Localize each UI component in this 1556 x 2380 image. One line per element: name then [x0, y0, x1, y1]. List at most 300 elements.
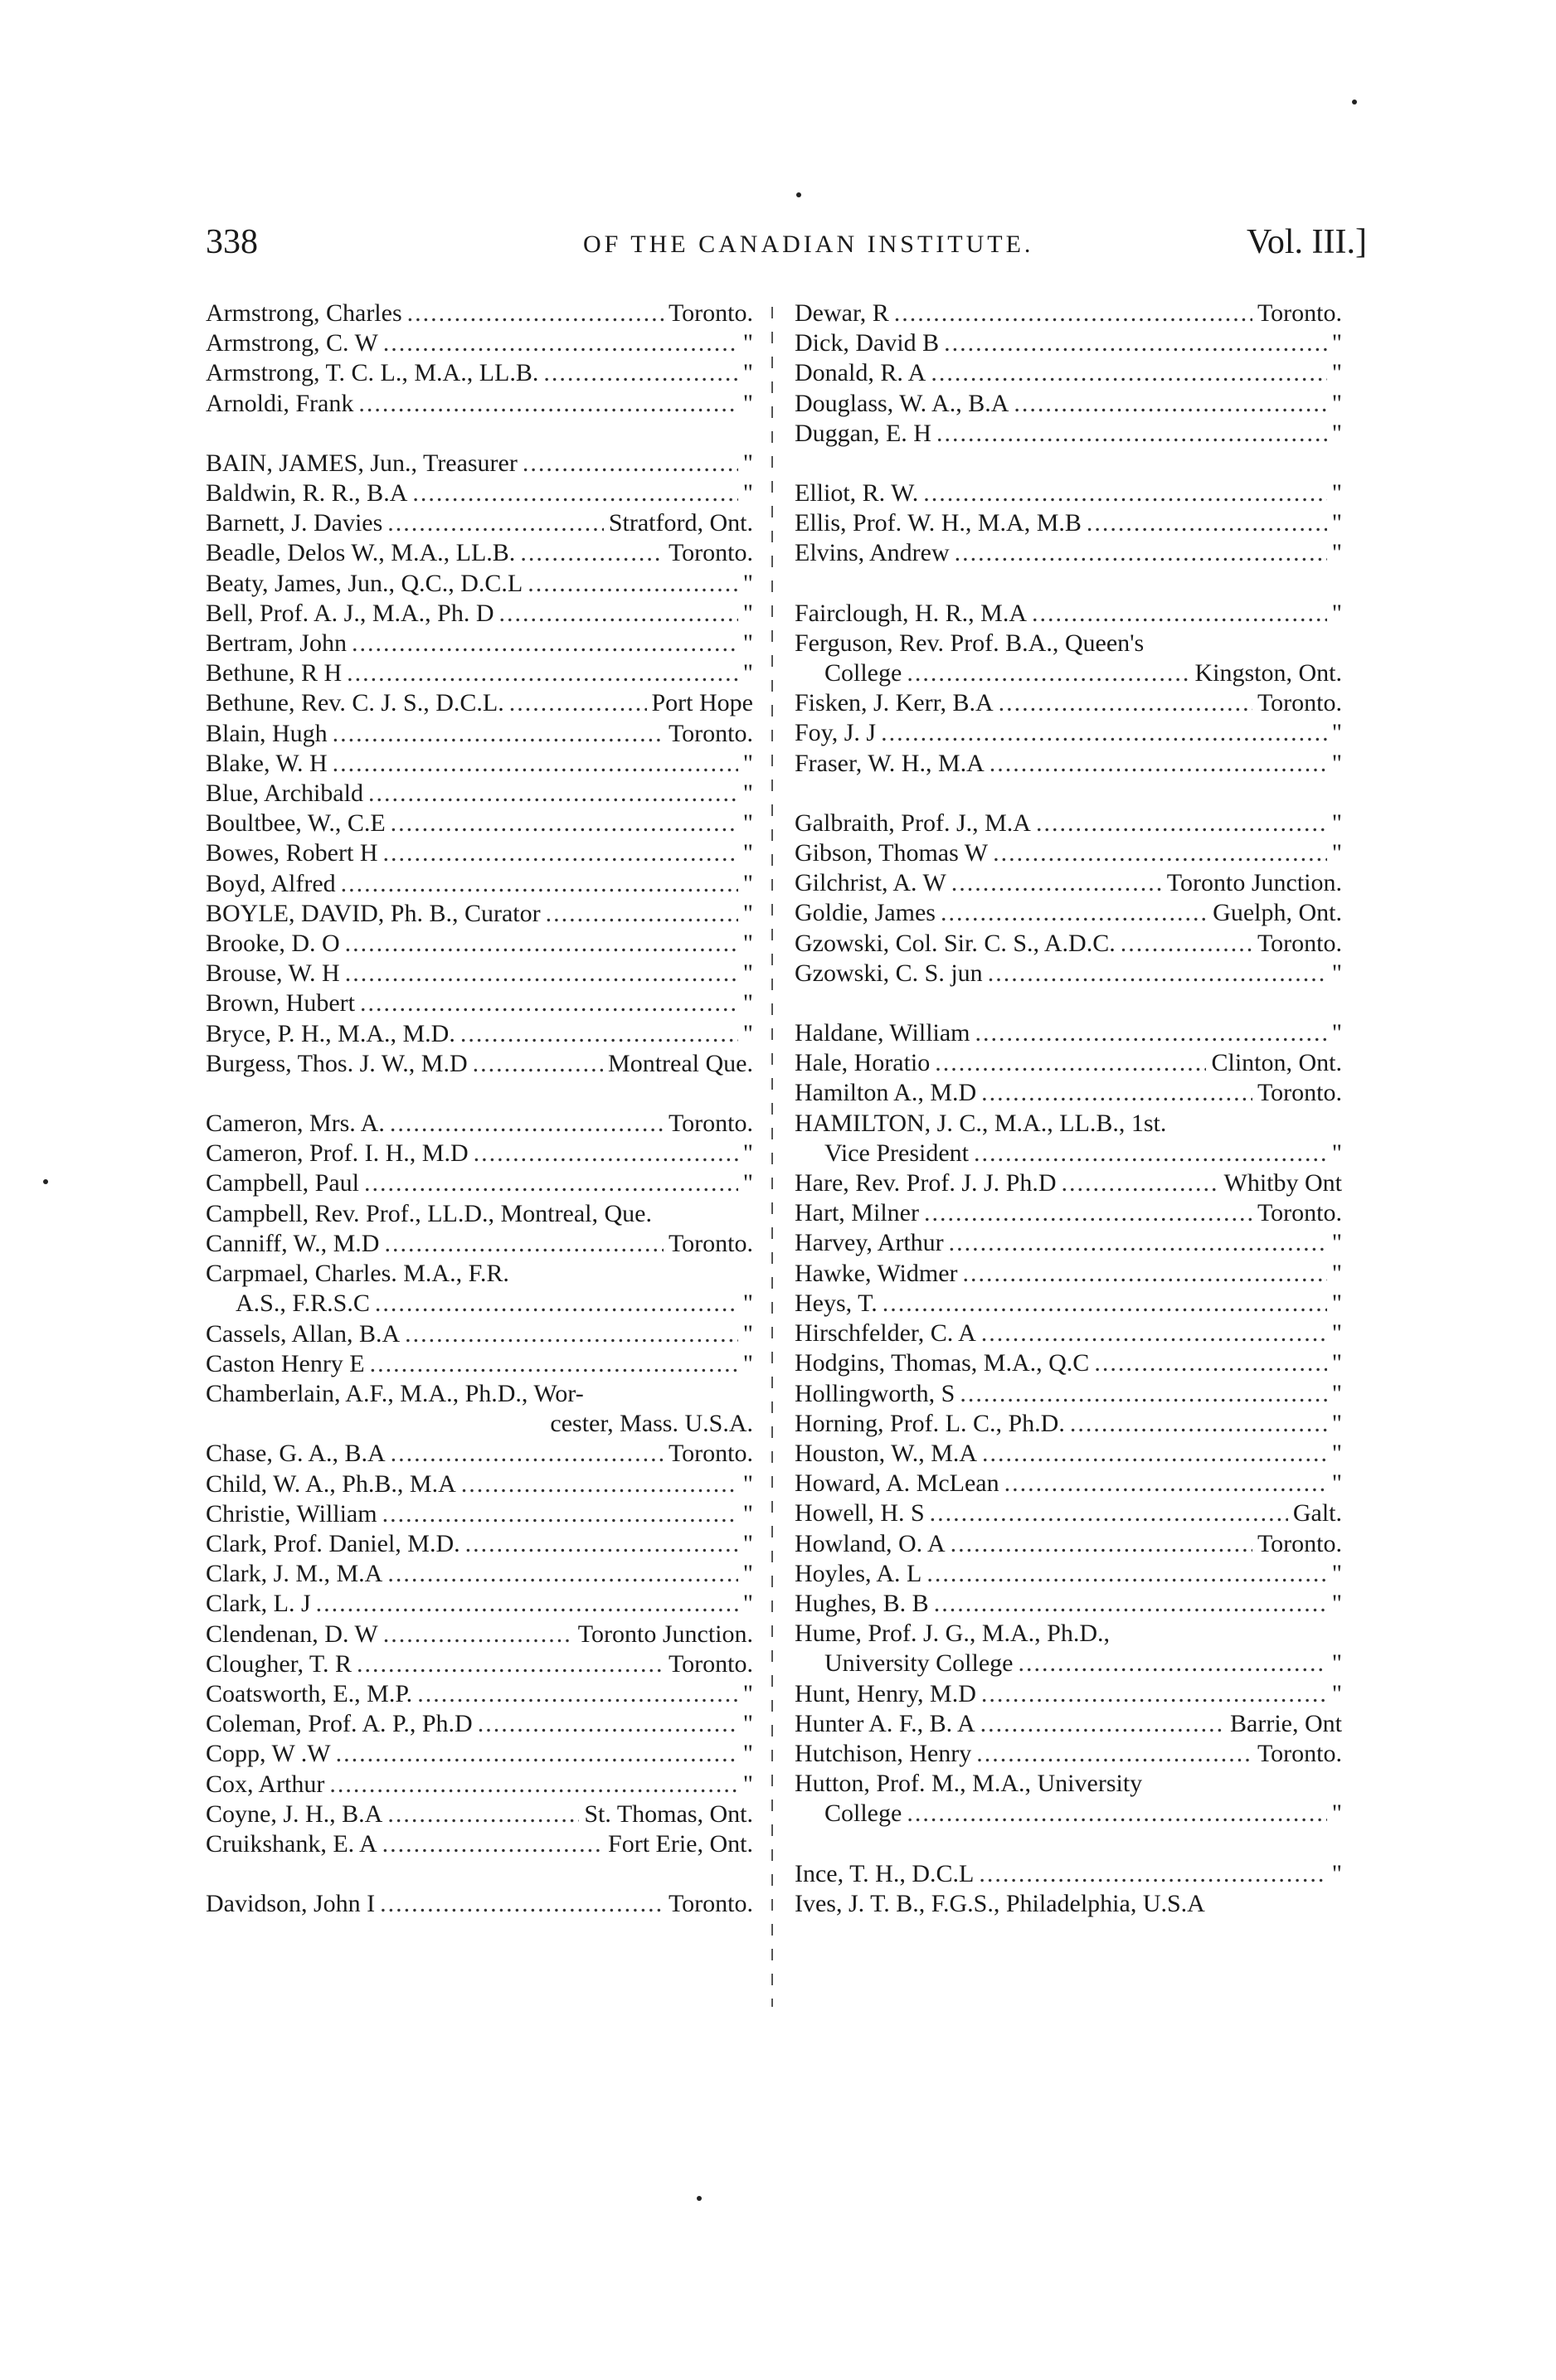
- member-entry: [795, 1018, 1342, 1048]
- member-entry: [206, 1829, 753, 1859]
- member-name: Gilchrist, A. W: [795, 869, 946, 897]
- member-location: ": [742, 569, 753, 597]
- member-name: Clendenan, D. W: [206, 1620, 378, 1648]
- member-name: Elvins, Andrew: [795, 539, 950, 567]
- section-gap: [206, 1859, 753, 1889]
- member-location: ": [742, 1319, 753, 1348]
- member-entry: [795, 1679, 1342, 1709]
- dot-leader: [345, 929, 738, 959]
- member-location: ": [742, 780, 753, 808]
- member-location: Toronto.: [668, 1649, 753, 1678]
- member-entry: [795, 1859, 1342, 1889]
- member-name: Cameron, Prof. I. H., M.D: [206, 1139, 469, 1168]
- member-entry: [206, 1379, 753, 1409]
- member-location: ": [1331, 959, 1342, 987]
- dot-leader: [979, 1859, 1326, 1889]
- member-location: Toronto.: [668, 1440, 753, 1468]
- member-entry: [795, 1799, 1342, 1829]
- member-entry: [795, 1469, 1342, 1498]
- member-name: Hare, Rev. Prof. J. J. Ph.D: [795, 1169, 1057, 1197]
- member-entry: [795, 1649, 1342, 1678]
- member-name: Arnoldi, Frank: [206, 389, 354, 417]
- dot-leader: [382, 1829, 603, 1859]
- dot-leader: [390, 1109, 664, 1139]
- member-name: Fraser, W. H., M.A: [795, 749, 985, 777]
- member-name: Brouse, W. H: [206, 959, 340, 988]
- member-entry: [795, 868, 1342, 898]
- member-name: Hunt, Henry, M.D: [795, 1679, 976, 1707]
- member-name: Cox, Arthur: [206, 1770, 325, 1798]
- dot-leader: [375, 1289, 738, 1319]
- member-name: College: [824, 1800, 902, 1828]
- dot-leader: [509, 688, 647, 718]
- member-location: Toronto.: [1257, 929, 1342, 957]
- member-name: Beaty, James, Jun., Q.C., D.C.L: [206, 569, 523, 597]
- member-name: Cameron, Mrs. A.: [206, 1110, 385, 1138]
- dot-leader: [499, 599, 738, 629]
- dot-leader: [347, 658, 738, 688]
- member-name: Howland, O. A: [795, 1529, 946, 1557]
- member-name: Gibson, Thomas W: [795, 839, 989, 867]
- member-entry: [206, 328, 753, 358]
- member-entry: [206, 629, 753, 658]
- member-location: ": [742, 989, 753, 1018]
- member-name: Bowes, Robert H: [206, 839, 378, 867]
- dot-leader: [990, 749, 1327, 779]
- member-location: Toronto.: [1257, 1529, 1342, 1557]
- member-name: Hamilton A., M.D: [795, 1079, 977, 1107]
- page-speck: [796, 192, 801, 197]
- member-name: College: [824, 659, 902, 687]
- member-entry: [206, 1800, 753, 1829]
- dot-leader: [387, 508, 604, 538]
- member-name: Haldane, William: [795, 1019, 970, 1047]
- member-name: Ince, T. H., D.C.L: [795, 1859, 975, 1887]
- page-speck: [697, 2196, 702, 2201]
- dot-leader: [474, 1139, 738, 1168]
- dot-leader: [988, 959, 1327, 988]
- member-entry: [795, 1739, 1342, 1769]
- member-location: ": [742, 659, 753, 687]
- member-name: Carpmael, Charles. M.A., F.R.: [206, 1260, 509, 1288]
- dot-leader: [412, 478, 737, 508]
- dot-leader: [1087, 508, 1327, 538]
- member-name: Hirschfelder, C. A: [795, 1319, 976, 1348]
- member-entry: [206, 719, 753, 749]
- member-name: Galbraith, Prof. J., M.A: [795, 809, 1031, 837]
- member-entry: [206, 1889, 753, 1919]
- member-name: Howard, A. McLean: [795, 1469, 999, 1498]
- dot-leader: [935, 1048, 1206, 1078]
- dot-leader: [523, 449, 738, 478]
- member-location: Toronto.: [668, 1890, 753, 1918]
- member-location: ": [742, 959, 753, 988]
- page-number: 338: [206, 223, 258, 261]
- member-entry: [795, 389, 1342, 419]
- member-location: Whitby Ont: [1223, 1169, 1342, 1197]
- member-entry: [795, 898, 1342, 928]
- member-name: Fisken, J. Kerr, B.A: [795, 689, 994, 717]
- member-location: Toronto.: [668, 1229, 753, 1257]
- member-entry: [206, 1229, 753, 1259]
- member-entry: [795, 1498, 1342, 1528]
- member-entry: [206, 929, 753, 959]
- member-location: ": [742, 449, 753, 477]
- page-speck: [43, 1179, 48, 1184]
- member-entry: [206, 1499, 753, 1529]
- section-gap: [795, 569, 1342, 599]
- dot-leader: [391, 809, 738, 838]
- member-location: Toronto.: [668, 719, 753, 747]
- member-name: Dewar, R: [795, 299, 889, 327]
- member-name: Copp, W .W: [206, 1740, 331, 1768]
- member-location: ": [742, 1590, 753, 1618]
- member-name: Hughes, B. B: [795, 1589, 929, 1617]
- member-entry: [206, 1469, 753, 1499]
- member-name: Campbell, Paul: [206, 1169, 359, 1197]
- dot-leader: [370, 1349, 738, 1379]
- dot-leader: [333, 749, 738, 779]
- member-location: ": [1331, 1559, 1342, 1587]
- dot-leader: [883, 1289, 1327, 1319]
- dot-leader: [316, 1589, 738, 1619]
- member-entry: [795, 1769, 1342, 1799]
- member-name: Ellis, Prof. W. H., M.A, M.B: [795, 509, 1082, 537]
- member-name: Child, W. A., Ph.B., M.A: [206, 1469, 456, 1498]
- member-entry: [795, 838, 1342, 868]
- page-speck: [1352, 100, 1357, 104]
- member-name: Hawke, Widmer: [795, 1259, 958, 1287]
- member-location: ": [1331, 1649, 1342, 1678]
- member-name: cester, Mass. U.S.A.: [550, 1410, 753, 1438]
- member-location: ": [1331, 1859, 1342, 1887]
- member-location: ": [742, 869, 753, 897]
- member-entry: [206, 988, 753, 1018]
- member-entry: [795, 809, 1342, 838]
- member-name: Chamberlain, A.F., M.A., Ph.D., Wor-: [206, 1379, 584, 1407]
- member-entry: [795, 599, 1342, 629]
- member-entry: [206, 1049, 753, 1079]
- member-name: Armstrong, T. C. L., M.A., LL.B.: [206, 359, 539, 387]
- member-location: ": [742, 1740, 753, 1768]
- member-entry: [795, 658, 1342, 688]
- member-entry: [795, 929, 1342, 959]
- member-name: Hoyles, A. L: [795, 1559, 922, 1587]
- dot-leader: [360, 988, 738, 1018]
- member-entry: [206, 688, 753, 718]
- dot-leader: [981, 1078, 1252, 1108]
- section-gap: [795, 988, 1342, 1018]
- dot-leader: [465, 1529, 738, 1559]
- member-location: ": [1331, 1139, 1342, 1167]
- dot-leader: [982, 1439, 1327, 1469]
- dot-leader: [949, 1228, 1327, 1258]
- section-gap: [795, 779, 1342, 809]
- dot-leader: [993, 838, 1327, 868]
- member-location: ": [1331, 1409, 1342, 1437]
- member-location: ": [742, 359, 753, 387]
- member-name: BOYLE, DAVID, Ph. B., Curator: [206, 899, 541, 927]
- dot-leader: [405, 1319, 738, 1349]
- member-location: ": [742, 809, 753, 838]
- member-name: Gzowski, Col. Sir. C. S., A.D.C.: [795, 929, 1116, 957]
- member-name: Bryce, P. H., M.A., M.D.: [206, 1019, 455, 1047]
- member-entry: [795, 1168, 1342, 1198]
- dot-leader: [407, 299, 664, 328]
- member-entry: [206, 809, 753, 838]
- member-location: Toronto.: [668, 299, 753, 327]
- dot-leader: [944, 328, 1327, 358]
- member-entry: [206, 959, 753, 988]
- dot-leader: [352, 629, 738, 658]
- running-header: [206, 222, 1367, 264]
- member-entry: [206, 1349, 753, 1379]
- member-name: Boultbee, W., C.E: [206, 809, 386, 838]
- member-name: Foy, J. J: [795, 719, 877, 747]
- member-name: Gzowski, C. S. jun: [795, 959, 983, 987]
- dot-leader: [341, 869, 738, 899]
- member-name: Hodgins, Thomas, M.A., Q.C: [795, 1349, 1090, 1377]
- member-name: Coatsworth, E., M.P.: [206, 1679, 413, 1707]
- member-name: Howell, H. S: [795, 1499, 925, 1528]
- member-location: ": [742, 1019, 753, 1047]
- member-entry: [795, 688, 1342, 718]
- member-name: Ferguson, Rev. Prof. B.A., Queen's: [795, 629, 1145, 657]
- member-entry: [206, 389, 753, 419]
- member-location: ": [1331, 1349, 1342, 1377]
- dot-leader: [907, 658, 1189, 688]
- member-location: ": [742, 1469, 753, 1498]
- dot-leader: [894, 299, 1252, 328]
- member-entry: [795, 1559, 1342, 1589]
- dot-leader: [336, 1739, 738, 1769]
- member-entry: [206, 1679, 753, 1709]
- member-location: ": [1331, 1469, 1342, 1498]
- dot-leader: [1032, 599, 1327, 629]
- member-name: Vice President: [824, 1139, 969, 1167]
- member-name: Hume, Prof. J. G., M.A., Ph.D.,: [795, 1620, 1111, 1648]
- member-location: ": [742, 1679, 753, 1707]
- member-location: ": [1331, 1439, 1342, 1467]
- member-entry: [795, 1289, 1342, 1319]
- member-name: Goldie, James: [795, 899, 936, 927]
- member-location: ": [1331, 389, 1342, 417]
- member-entry: [795, 508, 1342, 538]
- member-entry: [206, 358, 753, 388]
- member-name: Hunter A. F., B. A: [795, 1709, 975, 1737]
- member-entry: [795, 1439, 1342, 1469]
- dot-leader: [881, 718, 1327, 748]
- member-entry: [795, 328, 1342, 358]
- volume-label: Vol. III.]: [1246, 223, 1367, 261]
- member-entry: [206, 1109, 753, 1139]
- member-name: Dick, David B: [795, 329, 940, 357]
- dot-leader: [936, 419, 1327, 449]
- member-name: Burgess, Thos. J. W., M.D: [206, 1049, 468, 1077]
- member-location: Toronto.: [1257, 689, 1342, 717]
- member-name: Brown, Hubert: [206, 989, 355, 1018]
- member-entry: [795, 1259, 1342, 1289]
- member-location: ": [1331, 479, 1342, 508]
- dot-leader: [923, 478, 1327, 508]
- member-name: Horning, Prof. L. C., Ph.D.: [795, 1409, 1065, 1437]
- member-name: Ives, J. T. B., F.G.S., Philadelphia, U.S.A: [795, 1889, 1205, 1917]
- member-name: HAMILTON, J. C., M.A., LL.B., 1st.: [795, 1109, 1167, 1137]
- member-entry: [795, 1228, 1342, 1258]
- member-name: Hutchison, Henry: [795, 1739, 972, 1767]
- member-name: Cruikshank, E. A: [206, 1829, 377, 1858]
- dot-leader: [383, 328, 738, 358]
- member-location: Toronto Junction.: [577, 1620, 753, 1648]
- member-location: ": [1331, 1679, 1342, 1707]
- dot-leader: [478, 1709, 738, 1739]
- member-name: Bethune, R H: [206, 659, 343, 687]
- member-name: Brooke, D. O: [206, 930, 340, 958]
- dot-leader: [1014, 389, 1326, 419]
- member-name: Hollingworth, S: [795, 1379, 955, 1407]
- member-entry: [795, 629, 1342, 658]
- member-location: Montreal Que.: [608, 1049, 753, 1077]
- member-entry: [206, 869, 753, 899]
- member-entry: [795, 1348, 1342, 1378]
- member-entry: [795, 1409, 1342, 1439]
- dot-leader: [460, 1019, 738, 1049]
- member-entry: [206, 1529, 753, 1559]
- dot-leader: [981, 1319, 1327, 1348]
- dot-leader: [543, 358, 737, 388]
- member-name: Hale, Horatio: [795, 1049, 931, 1077]
- member-location: Toronto Junction.: [1166, 869, 1342, 897]
- member-name: Baldwin, R. R., B.A: [206, 479, 408, 508]
- member-location: Fort Erie, Ont.: [608, 1829, 753, 1858]
- member-entry: [206, 1589, 753, 1619]
- member-location: ": [1331, 1229, 1342, 1257]
- member-name: Elliot, R. W.: [795, 479, 919, 508]
- member-location: ": [742, 839, 753, 867]
- member-entry: [206, 749, 753, 779]
- dot-leader: [333, 719, 664, 749]
- member-entry: [206, 1259, 753, 1289]
- member-location: ": [1331, 1259, 1342, 1287]
- member-entry: [206, 478, 753, 508]
- member-name: Bethune, Rev. C. J. S., D.C.L.: [206, 689, 504, 717]
- dot-leader: [528, 569, 738, 599]
- member-location: ": [1331, 359, 1342, 387]
- member-location: ": [1331, 1800, 1342, 1828]
- member-entry: [206, 1649, 753, 1679]
- member-location: ": [742, 599, 753, 627]
- member-entry: [206, 1439, 753, 1469]
- member-entry: [795, 538, 1342, 568]
- member-entry: [206, 299, 753, 328]
- dot-leader: [384, 1229, 663, 1259]
- dot-leader: [473, 1049, 603, 1079]
- dot-leader: [951, 1529, 1252, 1559]
- member-location: Toronto.: [1257, 299, 1342, 327]
- dot-leader: [391, 1439, 664, 1469]
- dot-leader: [461, 1469, 738, 1499]
- member-location: ": [1331, 329, 1342, 357]
- member-location: ": [742, 1290, 753, 1318]
- dot-leader: [934, 1589, 1327, 1619]
- section-gap: [206, 419, 753, 449]
- member-name: Duggan, E. H: [795, 419, 931, 447]
- dot-leader: [955, 538, 1327, 568]
- member-entry: [206, 1289, 753, 1319]
- member-location: Galt.: [1292, 1499, 1342, 1528]
- member-name: Heys, T.: [795, 1289, 878, 1317]
- member-name: University College: [824, 1649, 1014, 1678]
- member-entry: [206, 1019, 753, 1049]
- member-name: Coyne, J. H., B.A: [206, 1800, 383, 1828]
- member-name: Clark, J. M., M.A: [206, 1560, 383, 1588]
- member-entry: [206, 538, 753, 568]
- member-location: Barrie, Ont: [1230, 1709, 1342, 1737]
- dot-leader: [999, 688, 1252, 718]
- member-name: Christie, William: [206, 1499, 377, 1528]
- dot-leader: [941, 898, 1208, 928]
- member-name: Houston, W., M.A: [795, 1439, 978, 1467]
- section-gap: [206, 1079, 753, 1109]
- section-gap: [795, 449, 1342, 478]
- member-location: ": [1331, 749, 1342, 777]
- member-entry: [206, 1319, 753, 1349]
- member-location: ": [1331, 839, 1342, 867]
- member-entry: [206, 779, 753, 809]
- member-entry: [795, 1048, 1342, 1078]
- member-name: Bertram, John: [206, 629, 347, 658]
- member-entry: [206, 1168, 753, 1198]
- member-name: Armstrong, C. W: [206, 329, 378, 357]
- dot-leader: [960, 1379, 1326, 1409]
- member-name: Clark, L. J: [206, 1590, 311, 1618]
- member-entry: [206, 1559, 753, 1589]
- column-divider: [771, 307, 773, 2007]
- member-location: ": [742, 1499, 753, 1528]
- member-name: Cassels, Allan, B.A: [206, 1319, 401, 1348]
- member-location: ": [1331, 539, 1342, 567]
- member-location: Port Hope: [651, 689, 753, 717]
- dot-leader: [981, 1679, 1327, 1709]
- member-entry: [206, 1139, 753, 1168]
- member-location: Toronto.: [1257, 1199, 1342, 1227]
- member-name: BAIN, JAMES, Jun., Treasurer: [206, 449, 518, 477]
- member-location: ": [742, 749, 753, 777]
- member-name: Armstrong, Charles: [206, 299, 402, 327]
- dot-leader: [387, 1559, 737, 1589]
- member-location: ": [1331, 809, 1342, 837]
- member-name: Blue, Archibald: [206, 780, 363, 808]
- member-location: ": [742, 1139, 753, 1168]
- right-column: [795, 299, 1342, 1919]
- member-location: ": [742, 389, 753, 417]
- member-name: Fairclough, H. R., M.A: [795, 599, 1027, 627]
- member-entry: [795, 1619, 1342, 1649]
- dot-leader: [980, 1709, 1225, 1739]
- member-entry: [795, 1709, 1342, 1739]
- dot-leader: [1070, 1409, 1327, 1439]
- left-column: [206, 299, 753, 1919]
- dot-leader: [364, 1168, 738, 1198]
- member-entry: [795, 1078, 1342, 1108]
- member-name: Coleman, Prof. A. P., Ph.D: [206, 1710, 473, 1738]
- member-location: Guelph, Ont.: [1213, 899, 1342, 927]
- dot-leader: [975, 1018, 1327, 1048]
- member-name: A.S., F.R.S.C: [236, 1290, 370, 1318]
- member-location: ": [742, 930, 753, 958]
- dot-leader: [1004, 1469, 1327, 1498]
- dot-leader: [974, 1139, 1327, 1168]
